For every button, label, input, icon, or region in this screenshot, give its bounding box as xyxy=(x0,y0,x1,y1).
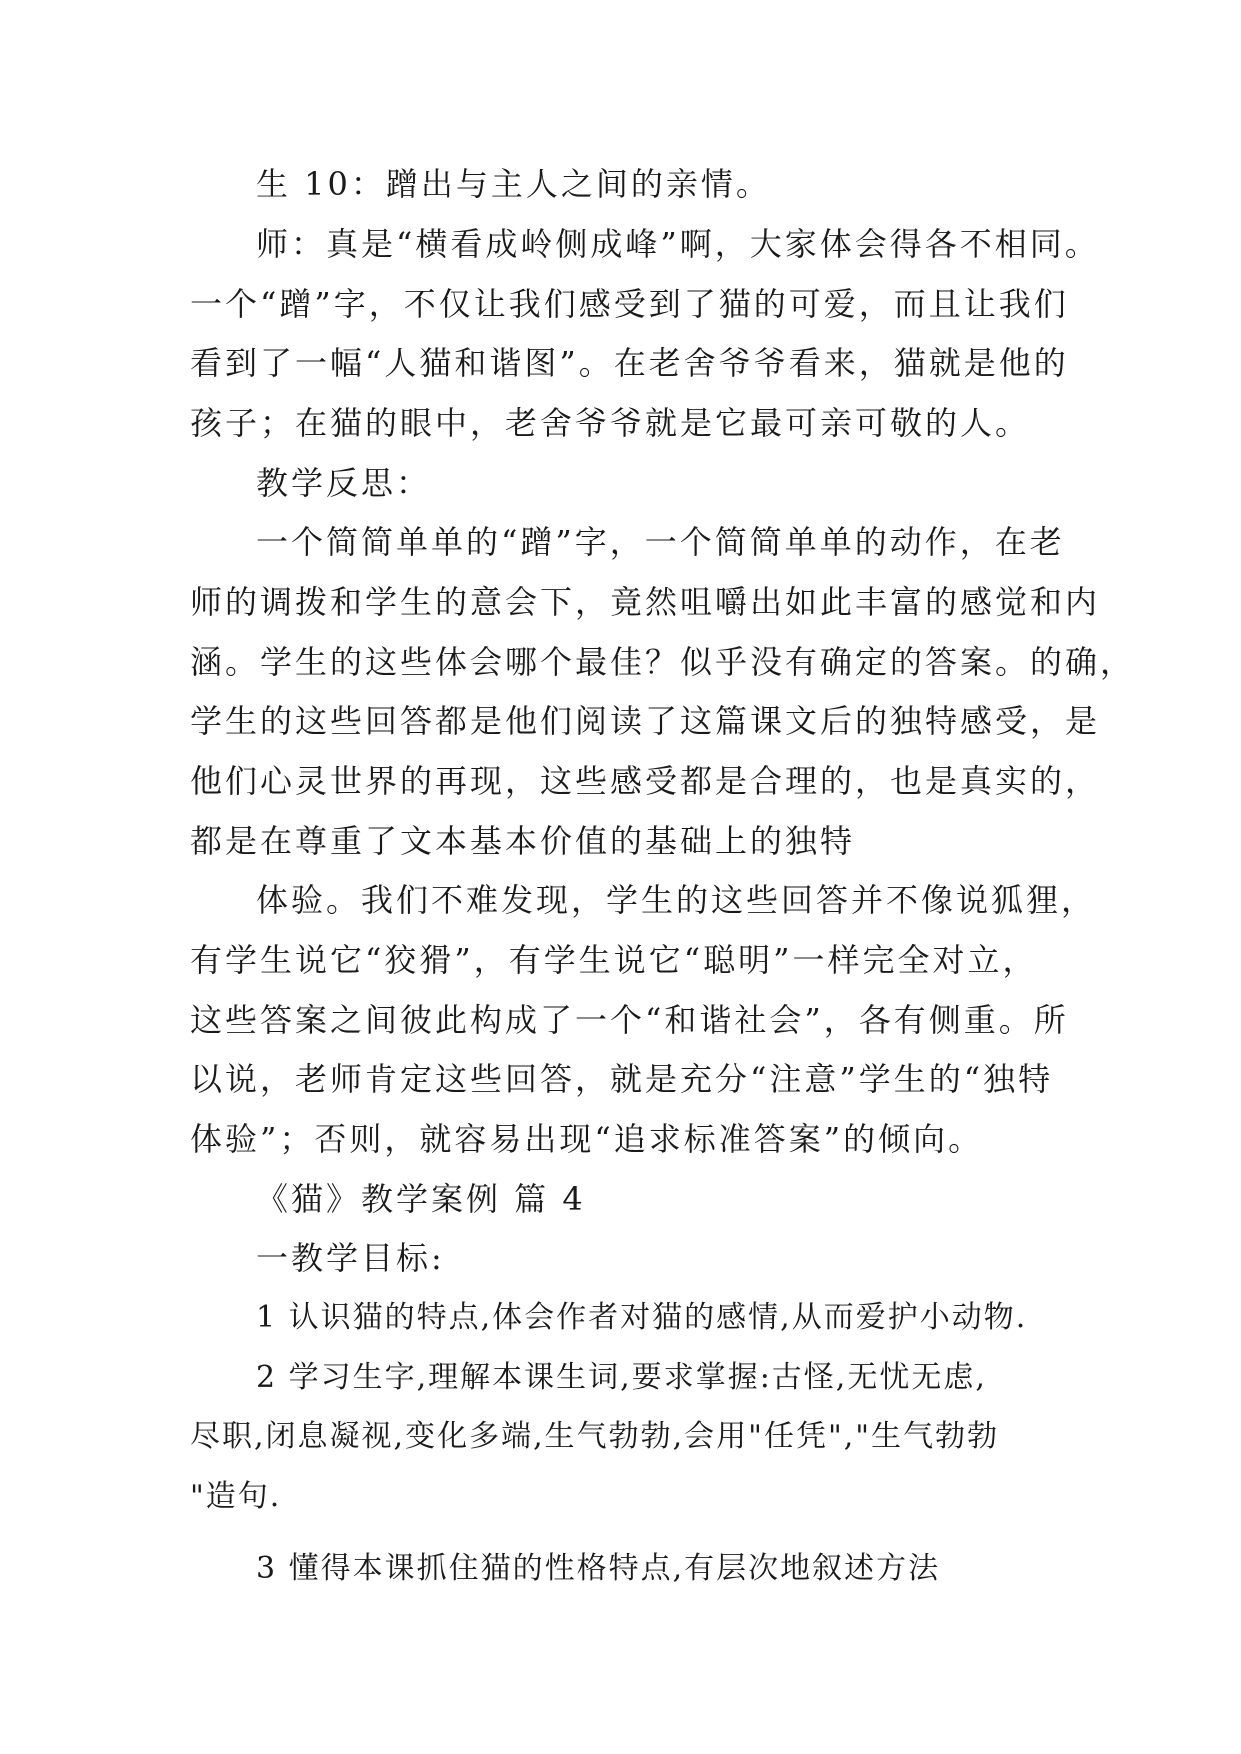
text-line: 看到了一幅“人猫和谐图”。在老舍爷爷看来，猫就是他的 xyxy=(190,344,1069,382)
text-line: 孩子；在猫的眼中，老舍爷爷就是它最可亲可敬的人。 xyxy=(190,404,1031,442)
text-line: 师的调拨和学生的意会下，竟然咀嚼出如此丰富的感觉和内 xyxy=(190,583,1101,621)
text-line: 学生的这些回答都是他们阅读了这篇课文后的独特感受，是 xyxy=(190,702,1101,740)
section-title: 《猫》教学案例 篇 4 xyxy=(256,1180,586,1218)
text-line: 有学生说它“狡猾”，有学生说它“聪明”一样完全对立， xyxy=(190,941,1038,979)
section-heading: 教学反思： xyxy=(256,464,432,502)
list-item: 2 学习生字,理解本课生词,要求掌握:古怪,无忧无虑, xyxy=(256,1360,987,1395)
text-line: 涵。学生的这些体会哪个最佳？似乎没有确定的答案。的确， xyxy=(190,643,1136,681)
section-heading: 一教学目标: xyxy=(256,1239,445,1277)
text-line: 体验。我们不难发现，学生的这些回答并不像说狐狸， xyxy=(256,881,1097,919)
list-item-continuation: 尽职,闭息凝视,变化多端,生气勃勃,会用"任凭","生气勃勃 xyxy=(190,1419,1000,1454)
text-line: 以说，老师肯定这些回答，就是充分“注意”学生的“独特 xyxy=(190,1060,1054,1098)
list-item: 1 认识猫的特点,体会作者对猫的感情,从而爱护小动物. xyxy=(256,1300,1028,1335)
list-item-continuation: "造句. xyxy=(190,1479,282,1514)
text-line: 师：真是“横看成岭侧成峰”啊，大家体会得各不相同。 xyxy=(256,225,1100,263)
text-line: 都是在尊重了文本基本价值的基础上的独特 xyxy=(190,822,856,860)
text-line: 他们心灵世界的再现，这些感受都是合理的，也是真实的， xyxy=(190,762,1101,800)
text-line: 一个“蹭”字，不仅让我们感受到了猫的可爱，而且让我们 xyxy=(190,285,1069,323)
text-line: 这些答案之间彼此构成了一个“和谐社会”，各有侧重。所 xyxy=(190,1001,1069,1039)
list-item: 3 懂得本课抓住猫的性格特点,有层次地叙述方法 xyxy=(256,1551,941,1586)
text-line: 生 10：蹭出与主人之间的亲情。 xyxy=(256,165,771,203)
text-line: 体验”；否则，就容易出现“追求标准答案”的倾向。 xyxy=(190,1120,984,1158)
text-line: 一个简简单单的“蹭”字，一个简简单单的动作，在老 xyxy=(256,523,1065,561)
